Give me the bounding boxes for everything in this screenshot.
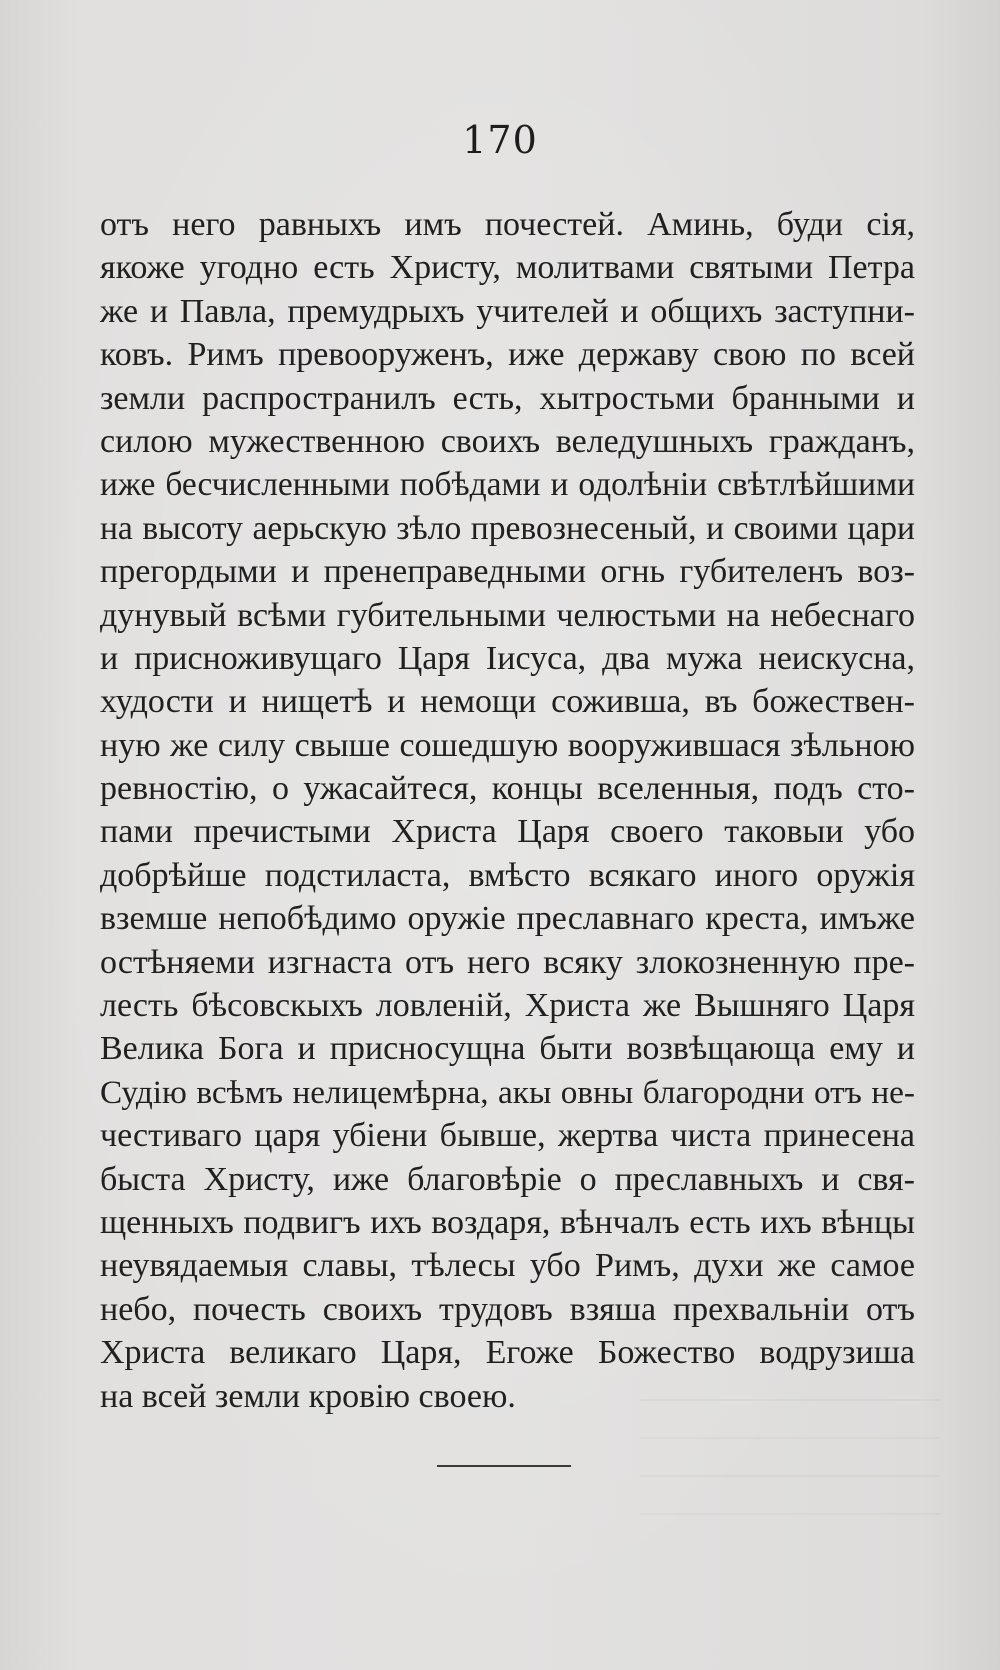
text-line: остѣняеми изгнаста отъ него всяку злокозненную пре-	[100, 943, 915, 981]
text-line: быста Христу, иже благовѣріе о преславныхъ и свя-	[100, 1160, 915, 1198]
text-line: лесть бѣсовскыхъ ловленій, Христа же Вышняго Царя	[100, 987, 915, 1025]
text-line: неувядаемыя славы, тѣлесы убо Римъ, духи же самое	[100, 1247, 915, 1285]
text-line: ковъ. Римъ превооруженъ, иже державу свою по всей	[100, 336, 915, 374]
text-line: щенныхъ подвигъ ихъ воздаря, вѣнчалъ есть ихъ вѣнцы	[100, 1203, 915, 1241]
text-line: вземше непобѣдимо оружіе преславнаго креста, имъже	[100, 900, 915, 938]
text-line: Христа великаго Царя, Егоже Божество водрузиша	[100, 1334, 915, 1372]
text-line: ную же силу свыше сошедшую вооружившася зѣльною	[100, 726, 915, 764]
text-line: честиваго царя убіени бывше, жертва чиста принесена	[100, 1117, 915, 1155]
text-line: иже бесчисленными побѣдами и одолѣніи свѣтлѣйшими	[100, 466, 915, 504]
text-line: небо, почесть своихъ трудовъ взяша прехвальніи отъ	[100, 1290, 915, 1328]
text-line: пами пречистыми Христа Царя своего таковыи убо	[100, 813, 915, 851]
text-line: Велика Бога и присносущна быти возвѣщающа ему и	[100, 1030, 915, 1068]
text-line: добрѣйше подстиласта, вмѣсто всякаго иного оружія	[100, 856, 915, 894]
page-number: 170	[462, 118, 538, 162]
text-line: земли распространилъ есть, хытростьми бранными и	[100, 379, 915, 417]
text-line: на высоту аерьскую зѣло превознесеный, и своими цари	[100, 509, 915, 547]
section-divider-rule	[437, 1465, 571, 1467]
text-line: дунувый всѣми губительными челюстьми на небеснаго	[100, 596, 915, 634]
text-line: отъ него равныхъ имъ почестей. Аминь, буди сія,	[100, 206, 915, 243]
text-line: Судію всѣмъ нелицемѣрна, акы овны благородни отъ не-	[100, 1073, 915, 1111]
text-line: прегордыми и пренеправедными огнь губителенъ воз-	[100, 553, 915, 591]
text-line: худости и нищетѣ и немощи соживша, въ божествен-	[100, 683, 915, 721]
body-text	[100, 203, 915, 1418]
text-line: силою мужественною своихъ веледушныхъ гражданъ,	[100, 422, 915, 460]
text-line: ревностію, о ужасайтеся, концы вселенныя, подъ сто-	[100, 770, 915, 808]
text-line: же и Павла, премудрыхъ учителей и общихъ заступни-	[100, 292, 915, 330]
text-line: на всей земли кровію своею.	[100, 1377, 516, 1415]
text-line: и присноживущаго Царя Іисуса, два мужа неискусна,	[100, 639, 915, 677]
text-line: якоже угодно есть Христу, молитвами святыми Петра	[100, 249, 915, 287]
